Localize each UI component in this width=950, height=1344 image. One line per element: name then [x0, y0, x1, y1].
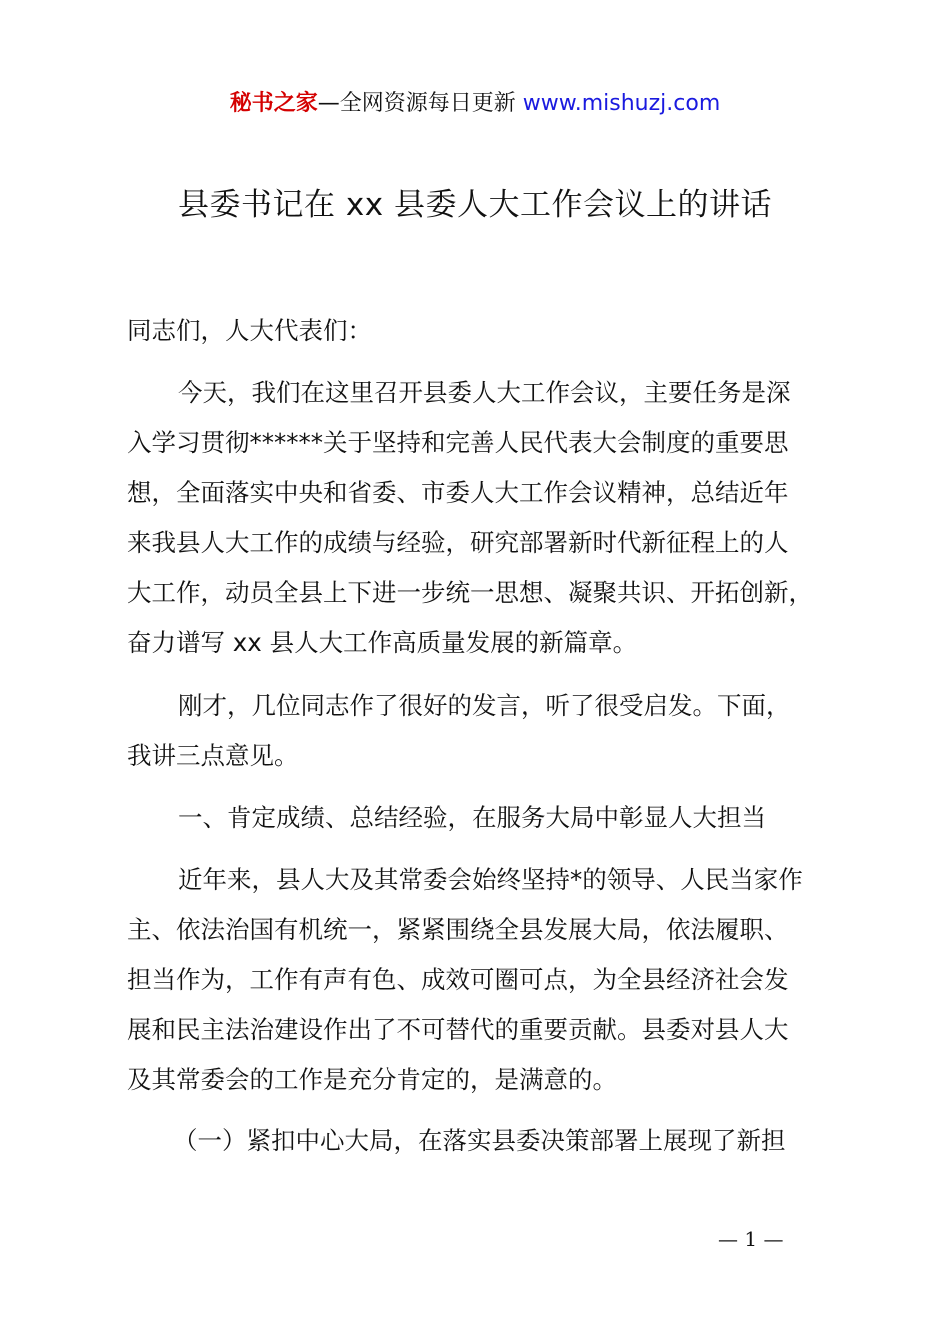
paragraph-line: 想，全面落实中央和省委、市委人大工作会议精神，总结近年 — [127, 478, 789, 507]
greeting-line: 同志们，人大代表们： — [127, 316, 372, 345]
paragraph-line: 近年来，县人大及其常委会始终坚持*的领导、人民当家作 — [178, 865, 803, 894]
greeting-block — [127, 306, 855, 356]
paragraph-line: 及其常委会的工作是充分肯定的，是满意的。 — [127, 1065, 617, 1094]
paragraph-line: 入学习贯彻******关于坚持和完善人民代表大会制度的重要思 — [127, 428, 789, 457]
paragraph-line: 展和民主法治建设作出了不可替代的重要贡献。县委对县人大 — [127, 1015, 789, 1044]
paragraph-line: 主、依法治国有机统一，紧紧围绕全县发展大局，依法履职、 — [127, 915, 789, 944]
page-number: — 1 — — [718, 1227, 784, 1251]
document-title: 县委书记在 xx 县委人大工作会议上的讲话 — [178, 187, 772, 223]
paragraph-line: 刚才，几位同志作了很好的发言，听了很受启发。下面， — [178, 691, 791, 720]
paragraph-line: 担当作为，工作有声有色、成效可圈可点，为全县经济社会发 — [127, 965, 789, 994]
paragraph-1 — [127, 368, 855, 668]
paragraph-line: 我讲三点意见。 — [127, 741, 299, 770]
paragraph-line: 奋力谱写 xx 县人大工作高质量发展的新篇章。 — [127, 628, 638, 657]
site-header — [0, 88, 950, 120]
paragraph-2 — [127, 681, 855, 781]
header-slogan: —全网资源每日更新 — [317, 91, 516, 116]
paragraph-line: 今天，我们在这里召开县委人大工作会议，主要任务是深 — [178, 378, 791, 407]
paragraph-line: 大工作，动员全县上下进一步统一思想、凝聚共识、开拓创新， — [127, 578, 813, 607]
section-heading-1 — [127, 793, 855, 843]
paragraph-line: 来我县人大工作的成绩与经验，研究部署新时代新征程上的人 — [127, 528, 789, 557]
paragraph-3 — [127, 855, 855, 1105]
subsection-heading-1 — [127, 1116, 855, 1166]
section-heading-line: 一、肯定成绩、总结经验，在服务大局中彰显人大担当 — [178, 803, 766, 832]
site-url-link[interactable]: www.mishuzj.com — [522, 91, 721, 116]
brand-name: 秘书之家 — [229, 91, 318, 116]
subsection-heading-line: （一）紧扣中心大局，在落实县委决策部署上展现了新担 — [173, 1126, 786, 1155]
